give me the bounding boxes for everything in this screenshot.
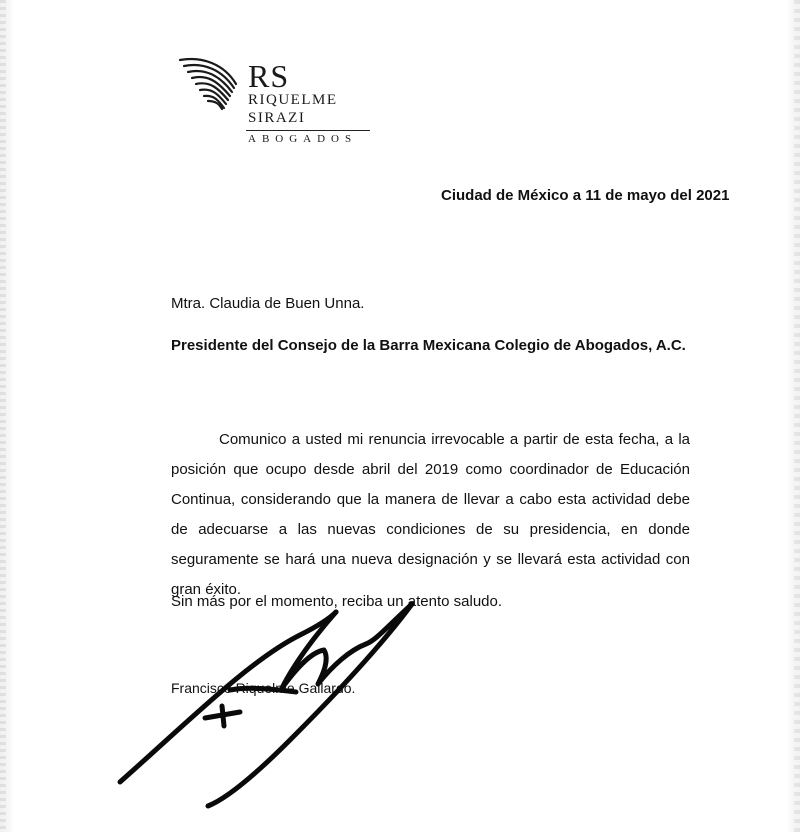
letter-date: Ciudad de México a 11 de mayo del 2021	[441, 187, 730, 204]
logo-firm-type: ABOGADOS	[248, 133, 358, 145]
logo-initials: RS	[248, 58, 290, 94]
signer-name: Francisco Riquelme Gallardo.	[171, 680, 356, 696]
letter-closing: Sin más por el momento, reciba un atento saludo.	[171, 593, 503, 610]
recipient-position: Presidente del Consejo de la Barra Mexicana Colegio de Abogados, A.C.	[171, 337, 686, 354]
scan-edge-left	[0, 0, 6, 832]
logo-name-line1: RIQUELME	[248, 92, 338, 108]
recipient-name: Mtra. Claudia de Buen Unna.	[171, 295, 365, 312]
logo-name-line2: SIRAZI	[248, 110, 306, 126]
wing-logo-icon	[178, 54, 244, 110]
letter-body: Comunico a usted mi renuncia irrevocable a partir de esta fecha, a la posición que ocupo desde abril del 2019 como coordinador de Educación Continua, considerando que la manera de llevar a cabo esta actividad debe de adecuarse a las nuevas condiciones de su presidencia, en donde seguramente se hará una nueva designación y se llevará esta actividad con gran éxito.	[171, 431, 690, 598]
logo-divider	[246, 130, 370, 131]
scan-edge-right	[794, 0, 800, 832]
letterhead-logo	[178, 54, 378, 150]
